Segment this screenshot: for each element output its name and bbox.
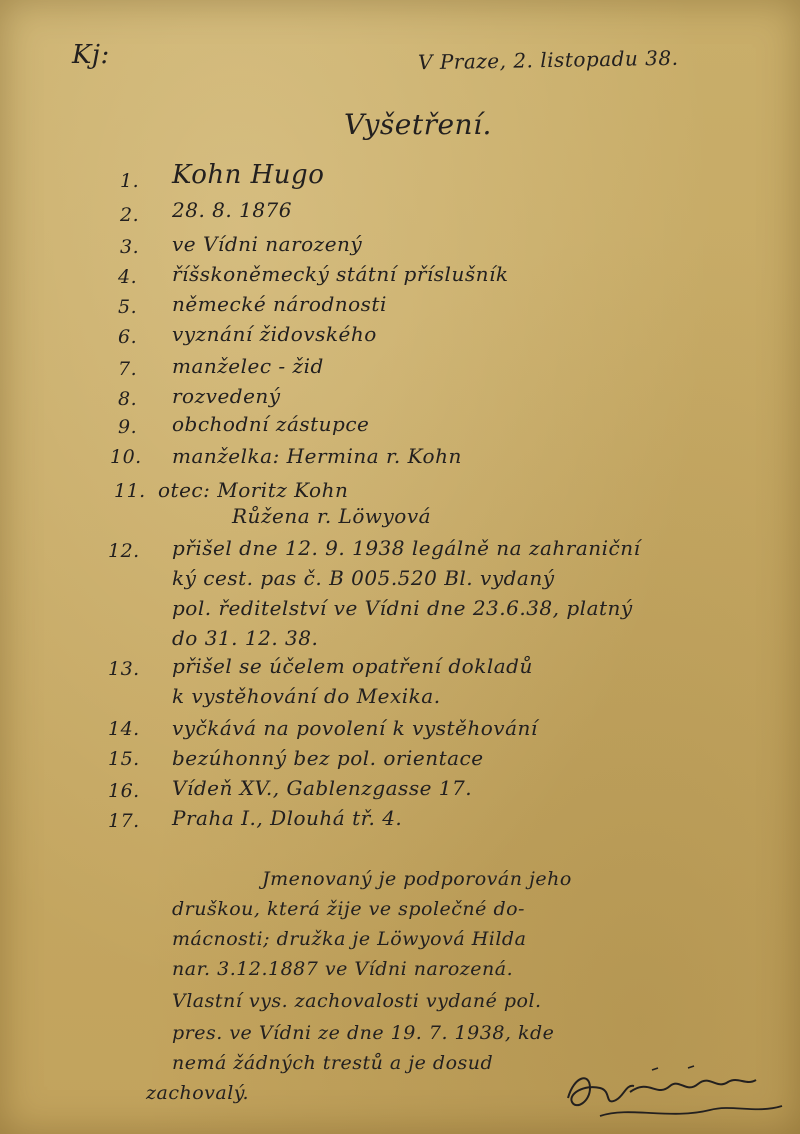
entry-number: 2. (120, 204, 140, 226)
entry-text: otec: Moritz Kohn (158, 478, 349, 502)
entry-number: 16. (108, 780, 140, 802)
entry-number: 7. (118, 358, 138, 380)
entry-number: 15. (108, 748, 140, 770)
handwritten-signature (560, 1058, 790, 1128)
entry-text: obchodní zástupce (172, 412, 370, 436)
entry-text: manželka: Hermina r. Kohn (172, 444, 462, 468)
date-line: V Praze, 2. listopadu 38. (417, 45, 679, 75)
entry-text: přišel se účelem opatření dokladů (172, 654, 533, 678)
paragraph-line: nemá žádných trestů a je dosud (172, 1052, 494, 1074)
paragraph-line: nar. 3.12.1887 ve Vídni narozená. (172, 958, 514, 980)
entry-text: k vystěhování do Mexika. (172, 684, 441, 708)
paragraph-line: mácnosti; družka je Löwyová Hilda (172, 928, 527, 950)
entry-number: 5. (118, 296, 138, 318)
document-heading: Vyšetření. (344, 108, 492, 141)
entry-number: 8. (118, 388, 138, 410)
entry-text: manželec - žid (172, 354, 324, 378)
entry-number: 12. (108, 540, 140, 562)
entry-text: bezúhonný bez pol. orientace (172, 746, 484, 770)
entry-number: 9. (118, 416, 138, 438)
entry-number: 14. (108, 718, 140, 740)
entry-text: Praha I., Dlouhá tř. 4. (172, 806, 403, 830)
paragraph-line: druškou, která žije ve společné do- (172, 898, 525, 920)
entry-text: vyčkává na povolení k vystěhování (172, 716, 538, 740)
entry-number: 3. (120, 236, 140, 258)
paragraph-line: Vlastní vys. zachovalosti vydané pol. (172, 990, 542, 1012)
entry-number: 10. (110, 446, 142, 468)
paragraph-line: Jmenovaný je podporován jeho (262, 868, 572, 890)
entry-text: říšskoněmecký státní příslušník (172, 262, 509, 286)
entry-number: 4. (118, 266, 138, 288)
entry-number: 17. (108, 810, 140, 832)
entry-text: německé národnosti (172, 292, 387, 316)
entry-text: přišel dne 12. 9. 1938 legálně na zahraniční (172, 536, 641, 560)
entry-text: pol. ředitelství ve Vídni dne 23.6.38, platný (172, 596, 633, 620)
reference-label: Kj: (72, 40, 110, 70)
entry-number: 13. (108, 658, 140, 680)
entry-text: 28. 8. 1876 (172, 198, 293, 222)
entry-number: 6. (118, 326, 138, 348)
entry-number: 11. (114, 480, 146, 502)
entry-text: Kohn Hugo (172, 160, 325, 190)
entry-text: ve Vídni narozený (172, 232, 363, 256)
entry-text: Růžena r. Löwyová (232, 504, 432, 528)
entry-text: vyznání židovského (172, 322, 377, 346)
entry-number: 1. (120, 170, 140, 192)
paragraph-line: zachovalý. (146, 1082, 250, 1104)
entry-text: do 31. 12. 38. (172, 626, 319, 650)
paragraph-line: pres. ve Vídni ze dne 19. 7. 1938, kde (172, 1022, 555, 1044)
entry-text: rozvedený (172, 384, 281, 408)
entry-text: ký cest. pas č. B 005.520 Bl. vydaný (172, 566, 555, 590)
entry-text: Vídeň XV., Gablenzgasse 17. (172, 776, 473, 800)
